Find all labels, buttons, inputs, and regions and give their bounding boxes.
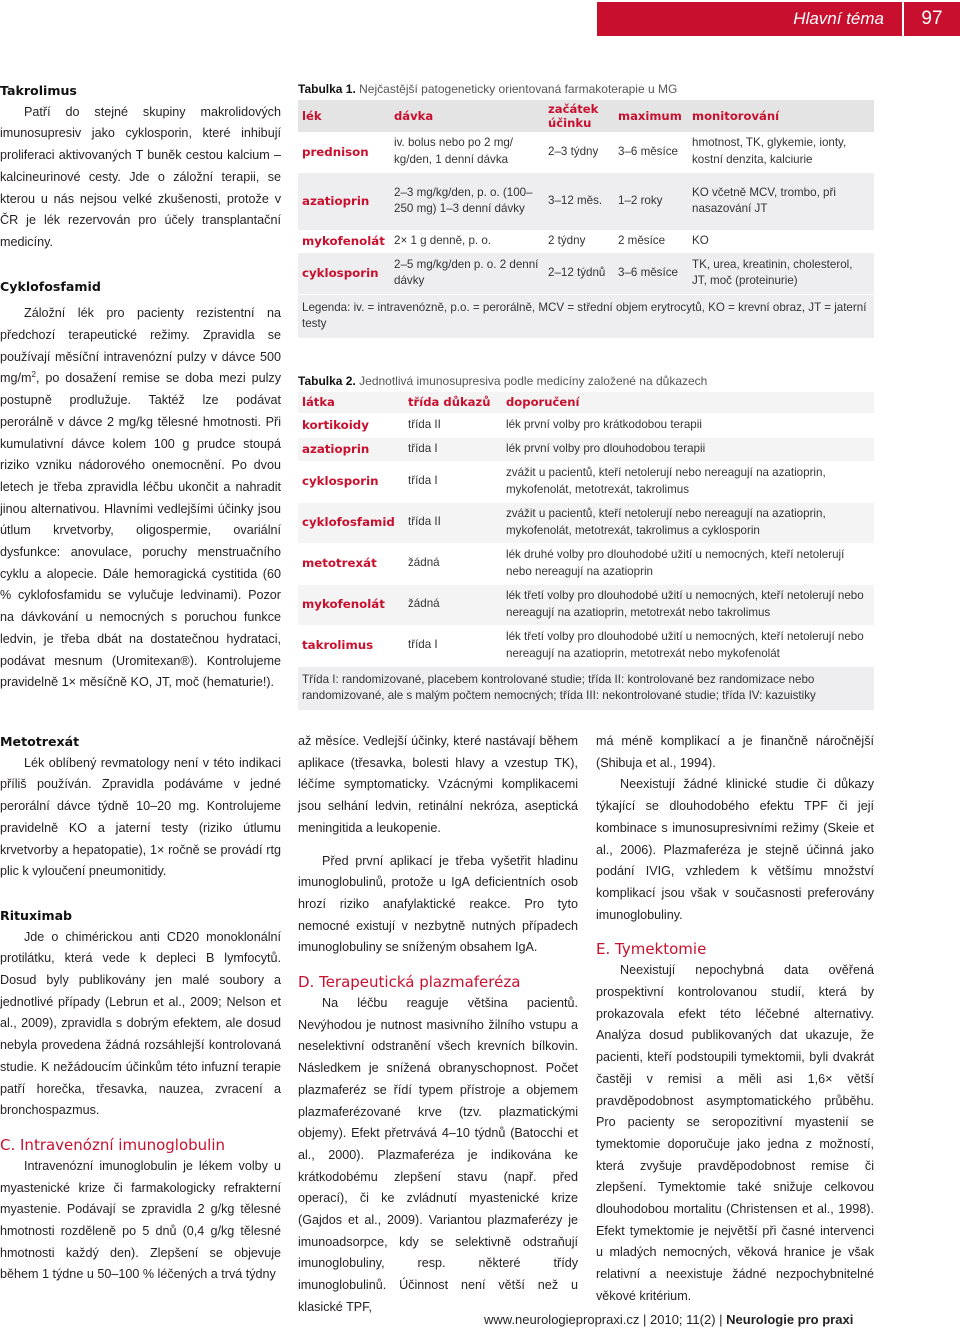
heading-metotrexat: Metotrexát — [0, 734, 80, 749]
table-cell: žádná — [404, 543, 502, 584]
table-row — [298, 413, 874, 437]
table-cell: mykofenolát — [298, 584, 404, 625]
table-cell: 3–6 měsíce — [614, 132, 688, 172]
table-cell: iv. bolus nebo po 2 mg/ kg/den, 1 denní dávka — [390, 132, 544, 172]
table-cell: lék druhé volby pro dlouhodobé užití u nemocných, kteří netolerují nebo nereagují na azatioprin — [502, 543, 874, 584]
table-row — [298, 625, 874, 666]
table-1-legend: Legenda: iv. = intravenózně, p.o. = perorálně, MCV = střední objem erytrocytů, KO = krevní obraz, JT = jaterní testy — [298, 295, 874, 338]
table-cell: azatioprin — [298, 172, 390, 230]
table-cell: 3–6 měsíce — [614, 252, 688, 294]
table-2-header-cell: látka — [298, 392, 404, 413]
table-cell: hmotnost, TK, glykemie, ionty, kostní denzita, kalciurie — [688, 132, 874, 172]
table-cell: 2–3 mg/kg/den, p. o. (100–250 mg) 1–3 denní dávky — [390, 172, 544, 230]
page-header-bar — [597, 2, 960, 36]
paragraph-tymektomie: Neexistují nepochybná data ověřená prospektivní kontrolovanou studií, která by prokazovala efekt této léčebné alternativy. Analýza dosud publikovaných dat ukazuje, že pacienti, kteří podstoupili tymektomii, byli dvakrát častěji v remisi a měli asi 1,6× větší pravděpodobnost asymptomatického průběhu. Pro pacienty se seropozitivní myastenií se tymektomie doporučuje jako jedna z možností, která zvyšuje pravděpodobnost remise či zlepšení. Tymektomie také snižuje celkovou dlouhodobou mortalitu (Christensen et al., 1998). Efekt tymektomie je největší při časné intervenci u mladých nemocných, věková hranice je však relativní a neexistuje žádné nezpochybnitelné věkové kritérium. — [596, 963, 874, 1303]
table-cell: zvážit u pacientů, kteří netolerují nebo nereagují na azatioprin, mykofenolát, metotrexát, takrolimus a cyklosporin — [502, 502, 874, 543]
page-number: 97 — [902, 2, 960, 36]
table-cell: cyklosporin — [298, 252, 390, 294]
paragraph-continued: až měsíce. Vedlejší účinky, které nastávají během aplikace (třesavka, bolesti hlavy a vzestup TK), léčíme symptomaticky. Vzácnými komplikacemi jsou selhání ledvin, retinální nekróza, aseptická meningitida a leukopenie. — [298, 734, 578, 835]
table-row — [298, 437, 874, 461]
table-cell: mykofenolát — [298, 230, 390, 252]
table-cell: TK, urea, kreatinin, cholesterol, JT, moč (proteinurie) — [688, 252, 874, 294]
table-cell: kortikoidy — [298, 413, 404, 437]
table-cell: cyklofosfamid — [298, 502, 404, 543]
section-title: Hlavní téma — [793, 9, 884, 28]
table-2-caption — [298, 374, 874, 388]
table-cell: takrolimus — [298, 625, 404, 666]
table-cell: lék třetí volby pro dlouhodobé užití u nemocných, kteří netolerují nebo nereagují na azatioprin, metotrexát nebo takrolimus — [502, 584, 874, 625]
table-cell: 2 měsíce — [614, 230, 688, 252]
table-cell: 2× 1 g denně, p. o. — [390, 230, 544, 252]
paragraph-takrolimus: Patří do stejné skupiny makrolidových imunosupresiv jako cyklosporin, které inhibují proliferaci aktivovaných T buněk cestou kalcium – kalcineurinové cesty. Jde o záložní terapii, se kterou u nás nejsou velké zkušenosti, protože v ČR je lék rezervován pro účely transplantační medicíny. — [0, 104, 281, 249]
table-2 — [298, 392, 874, 667]
table-cell: prednison — [298, 132, 390, 172]
table-cell: azatioprin — [298, 437, 404, 461]
heading-ivig: C. Intravenózní imunoglobulin — [0, 1135, 225, 1154]
table-2-legend: Třída I: randomizované, placebem kontrolované studie; třída II: kontrolované bez randomizace nebo randomizované, ale s malým počtem nemocných; třída III: nekontrolované studie; třída IV: kazuistiky — [298, 667, 874, 710]
bottom-column-2 — [298, 731, 578, 1319]
table-1-header-cell: maximum — [614, 100, 688, 132]
table-cell: třída I — [404, 461, 502, 502]
table-1-header-row — [298, 100, 874, 132]
table-row — [298, 172, 874, 230]
table-1-title: Nejčastější patogeneticky orientovaná farmakoterapie u MG — [359, 82, 678, 96]
table-1-block — [298, 82, 874, 338]
table-row — [298, 461, 874, 502]
table-row — [298, 584, 874, 625]
superscript: 2 — [31, 370, 36, 380]
table-cell: třída II — [404, 502, 502, 543]
bottom-column-1 — [0, 731, 281, 1286]
table-row — [298, 252, 874, 294]
paragraph-cyklofosfamid — [0, 303, 281, 694]
left-top-column — [0, 80, 281, 694]
page-footer — [484, 1312, 853, 1327]
table-1-number: Tabulka 1. — [298, 82, 356, 96]
footer-issue: 2010; 11(2) — [650, 1312, 716, 1327]
table-2-header-cell: třída důkazů — [404, 392, 502, 413]
table-cell: zvážit u pacientů, kteří netolerují nebo nereagují na azatioprin, mykofenolát, metotrexát, takrolimus — [502, 461, 874, 502]
table-cell: lék třetí volby pro dlouhodobé užití u nemocných, kteří netolerují nebo nereagují na azatioprin, metotrexát nebo mykofenolát — [502, 625, 874, 666]
cyc-text-a: Záložní lék pro pacienty rezistentní na předchozí terapeutické režimy. Zpravidla se používají měsíční intravenózní pulzy v dávce 500 mg/m — [0, 306, 281, 386]
table-2-block — [298, 374, 874, 710]
footer-separator: | — [642, 1312, 647, 1327]
table-cell: 2–5 mg/kg/den p. o. 2 denní dávky — [390, 252, 544, 294]
table-cell: třída I — [404, 437, 502, 461]
paragraph-metotrexat: Lék oblíbený revmatology není v této indikaci příliš používán. Zpravidla podáváme v jedné perorální dávce týdně 10–20 mg. Kontrolujeme pravidelně KO a jaterní testy (riziko útlumu krvetvorby a hepatopatie), 1× ročně se provádí rtg plic k vyloučení pneumonitidy. — [0, 755, 281, 879]
table-cell: třída II — [404, 413, 502, 437]
cyc-text-b: , po dosažení remise se doba mezi pulzy postupně prodlužuje. Taktéž lze podávat perorálně v dávce 2 mg/kg tělesné hmotnosti. Při kumulativní dávce kolem 100 g prudce stoupá riziko vzniku nádorového onemocnění. Po dvou letech je třeba zpravidla léčbu ukončit a nahradit jinou alternativou. Hlavními vedlejšími účinky jsou útlum krvetvorby, oligospermie, ovariální dysfunkce: anovulace, poruchy menstruačního cyklu a alopecie. Dále hemoragická cystitida (60 % cyklofosfamidu se vylučuje ledvinami). Pozor na dávkování u nemocných s poruchou funkce ledvin, je třeba dbát na dostatečnou hydrataci, podávat mesnum (Uromitexan®). Kontrolujeme pravidelně 1× měsíčně KO, JT, moč (hematurie!). — [0, 371, 281, 690]
table-cell: KO — [688, 230, 874, 252]
heading-plazmafereza: D. Terapeutická plazmaferéza — [298, 973, 521, 992]
paragraph-studie: Neexistují žádné klinické studie či důkazy týkající se dlouhodobého efektu TPF či její kombinace s imunosupresivními režimy (Skeie et al., 2006). Plazmaferéza je stejně účinná jako podání IVIG, vzhledem k většímu množství komplikací jsou však v současnosti preferovány imunoglobuliny. — [596, 777, 874, 922]
table-cell: žádná — [404, 584, 502, 625]
table-cell: 2–12 týdnů — [544, 252, 614, 294]
paragraph-plazmafereza: Na léčbu reaguje většina pacientů. Nevýhodou je nutnost masivního žilního vstupu a neselektivní odstranění všech krevních bílkovin. Následkem je snížená obranyschopnost. Počet plazmaferéz se řídí typem přístroje a objemem plazmaferézované krve (tzv. plazmatickými objemy). Efekt přetrvává 4–10 týdnů (Batocchi et al., 2000). Plazmaferéza je indikována ke krátkodobému zlepšení stavu (např. před operací), či ke zvládnutí myastenické krize (Gajdos et al., 2009). Variantou plazmaferézy je imunoadsorpce, kdy se selektivně odstraňují imunoglobuliny, resp. některé třídy imunoglobulinů. Účinnost není větší než u klasické TPF, — [298, 996, 578, 1314]
table-cell: metotrexát — [298, 543, 404, 584]
footer-journal: Neurologie pro praxi — [726, 1312, 854, 1327]
table-row — [298, 230, 874, 252]
table-cell: třída I — [404, 625, 502, 666]
paragraph-rituximab: Jde o chimérickou anti CD20 monoklonální protilátku, která vede k depleci B lymfocytů. Dosud byly publikovány jen malé soubory a jednotlivé případy (Lebrun et al., 2009; Nelson et al., 2009), zpravidla s dobrým efektem, ale dosud nebyla provedena žádná rozsáhlejší kontrolovaná studie. K nežádoucím účinkům této infuzní terapie patří horečka, třesavka, nauzea, zvracení a bronchospazmus. — [0, 929, 281, 1118]
table-2-header-cell: doporučení — [502, 392, 874, 413]
table-cell: KO včetně MCV, trombo, při nasazování JT — [688, 172, 874, 230]
paragraph-continued: má méně komplikací a je finančně náročnější (Shibuja et al., 1994). — [596, 734, 874, 770]
table-cell: lék první volby pro dlouhodobou terapii — [502, 437, 874, 461]
footer-website: www.neurologiepropraxi.cz — [484, 1312, 640, 1327]
table-row — [298, 132, 874, 172]
table-cell: 1–2 roky — [614, 172, 688, 230]
heading-takrolimus: Takrolimus — [0, 83, 77, 98]
paragraph-ivig: Intravenózní imunoglobulin je lékem volby u myastenické krize či farmakologicky refrakterní myastenie. Podávají se zpravidla 2 g/kg tělesné hmotnosti rozděleně po 5 dnů (0,4 g/kg tělesné hmotnosti každý den). Zlepšení se objevuje během 1 týdne u 50–100 % léčených a trvá týdny — [0, 1158, 281, 1282]
heading-cyklofosfamid: Cyklofosfamid — [0, 278, 101, 294]
table-row — [298, 502, 874, 543]
table-cell: 2 týdny — [544, 230, 614, 252]
table-2-header-row — [298, 392, 874, 413]
table-1-caption — [298, 82, 874, 96]
table-cell: 2–3 týdny — [544, 132, 614, 172]
footer-separator: | — [719, 1312, 723, 1327]
table-1-header-cell: dávka — [390, 100, 544, 132]
table-1 — [298, 100, 874, 295]
heading-rituximab: Rituximab — [0, 907, 73, 923]
table-row — [298, 543, 874, 584]
heading-tymektomie: E. Tymektomie — [596, 940, 707, 959]
table-1-header-cell: monitorování — [688, 100, 874, 132]
table-2-title: Jednotlivá imunosupresiva podle medicíny založené na důkazech — [359, 374, 708, 388]
table-2-number: Tabulka 2. — [298, 374, 356, 388]
table-cell: 3–12 měs. — [544, 172, 614, 230]
table-cell: cyklosporin — [298, 461, 404, 502]
table-cell: lék první volby pro krátkodobou terapii — [502, 413, 874, 437]
paragraph-igA: Před první aplikací je třeba vyšetřit hladinu imunoglobulinů, protože u IgA deficientních osob hrozí riziko anafylaktické reakce. Pro tyto nemocné existují v nezbytně nutných případech imunoglobuliny se sníženým obsahem IgA. — [298, 853, 578, 955]
table-1-header-cell: lék — [298, 100, 390, 132]
bottom-column-3 — [596, 731, 874, 1308]
table-1-header-cell: začátek účinku — [544, 100, 614, 132]
